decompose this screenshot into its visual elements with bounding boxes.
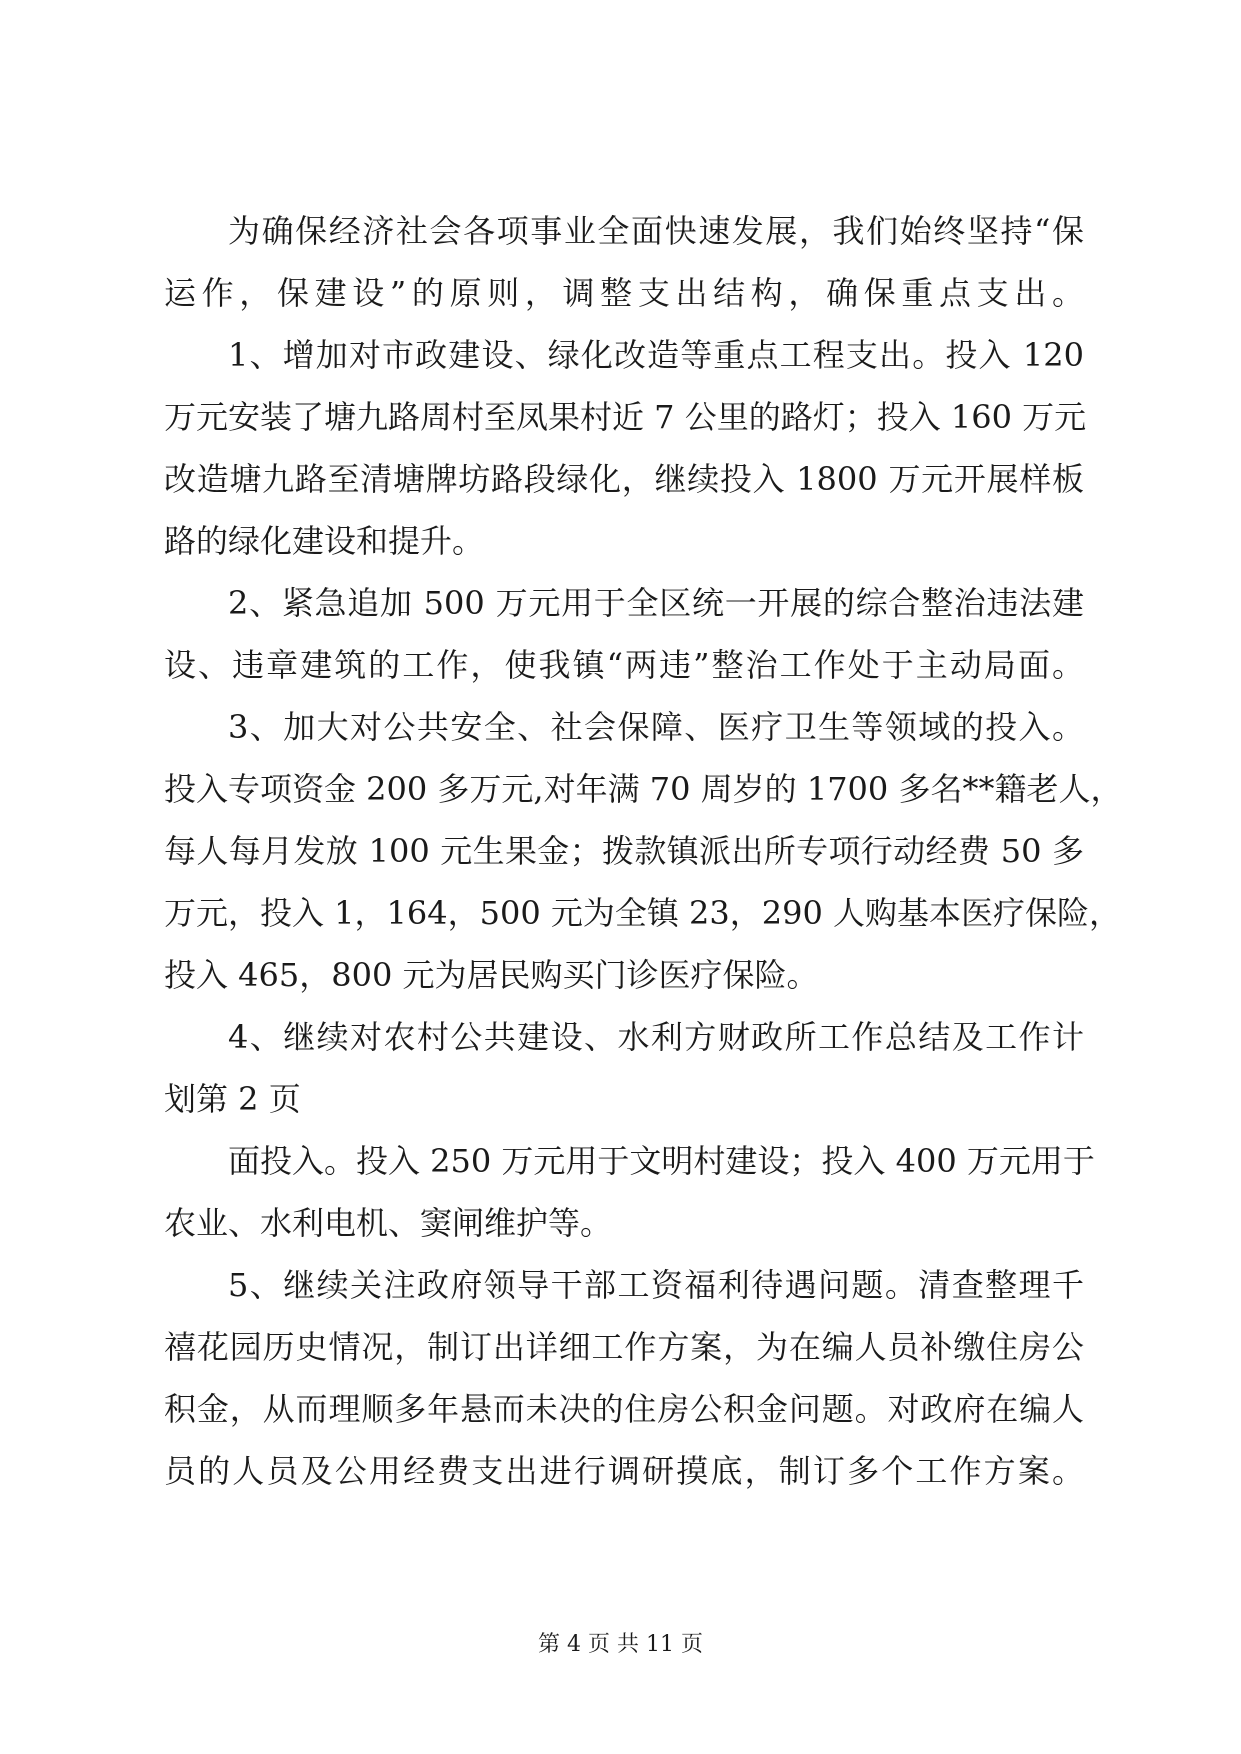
text-line: 积金，从而理顺多年悬而未决的住房公积金问题。对政府在编人 bbox=[164, 1390, 1084, 1428]
text-line: 为确保经济社会各项事业全面快速发展，我们始终坚持“保 bbox=[228, 212, 1084, 250]
text-line: 路的绿化建设和提升。 bbox=[164, 522, 485, 560]
text-line: 4、继续对农村公共建设、水利方财政所工作总结及工作计 bbox=[228, 1018, 1084, 1056]
page-number-footer: 第 4 页 共 11 页 bbox=[538, 1632, 703, 1657]
text-line: 投入 465，800 元为居民购买门诊医疗保险。 bbox=[164, 956, 819, 994]
text-line: 1、增加对市政建设、绿化改造等重点工程支出。投入 120 bbox=[228, 336, 1084, 374]
text-line: 3、加大对公共安全、社会保障、医疗卫生等领域的投入。 bbox=[228, 708, 1084, 746]
text-line: 5、继续关注政府领导干部工资福利待遇问题。清查整理千 bbox=[228, 1266, 1084, 1304]
text-line: 员的人员及公用经费支出进行调研摸底，制订多个工作方案。 bbox=[164, 1452, 1084, 1490]
text-line: 2、紧急追加 500 万元用于全区统一开展的综合整治违法建 bbox=[228, 584, 1084, 622]
text-line: 投入专项资金 200 多万元,对年满 70 周岁的 1700 多名**籍老人， bbox=[164, 770, 1123, 808]
text-line: 农业、水利电机、窦闸维护等。 bbox=[164, 1204, 613, 1242]
text-line: 禧花园历史情况，制订出详细工作方案，为在编人员补缴住房公 bbox=[164, 1328, 1084, 1366]
text-line: 运作，保建设”的原则，调整支出结构，确保重点支出。 bbox=[164, 274, 1084, 312]
text-line: 万元安装了塘九路周村至凤果村近 7 公里的路灯；投入 160 万元 bbox=[164, 398, 1087, 436]
text-line: 每人每月发放 100 元生果金；拨款镇派出所专项行动经费 50 多 bbox=[164, 832, 1084, 870]
text-line: 设、违章建筑的工作，使我镇“两违”整治工作处于主动局面。 bbox=[164, 646, 1084, 684]
text-line: 面投入。投入 250 万元用于文明村建设；投入 400 万元用于 bbox=[228, 1142, 1095, 1180]
text-line: 改造塘九路至清塘牌坊路段绿化，继续投入 1800 万元开展样板 bbox=[164, 460, 1084, 498]
text-line: 划第 2 页 bbox=[164, 1080, 301, 1118]
document-body bbox=[164, 200, 1123, 1502]
text-line: 万元，投入 1，164，500 元为全镇 23，290 人购基本医疗保险， bbox=[164, 894, 1122, 932]
